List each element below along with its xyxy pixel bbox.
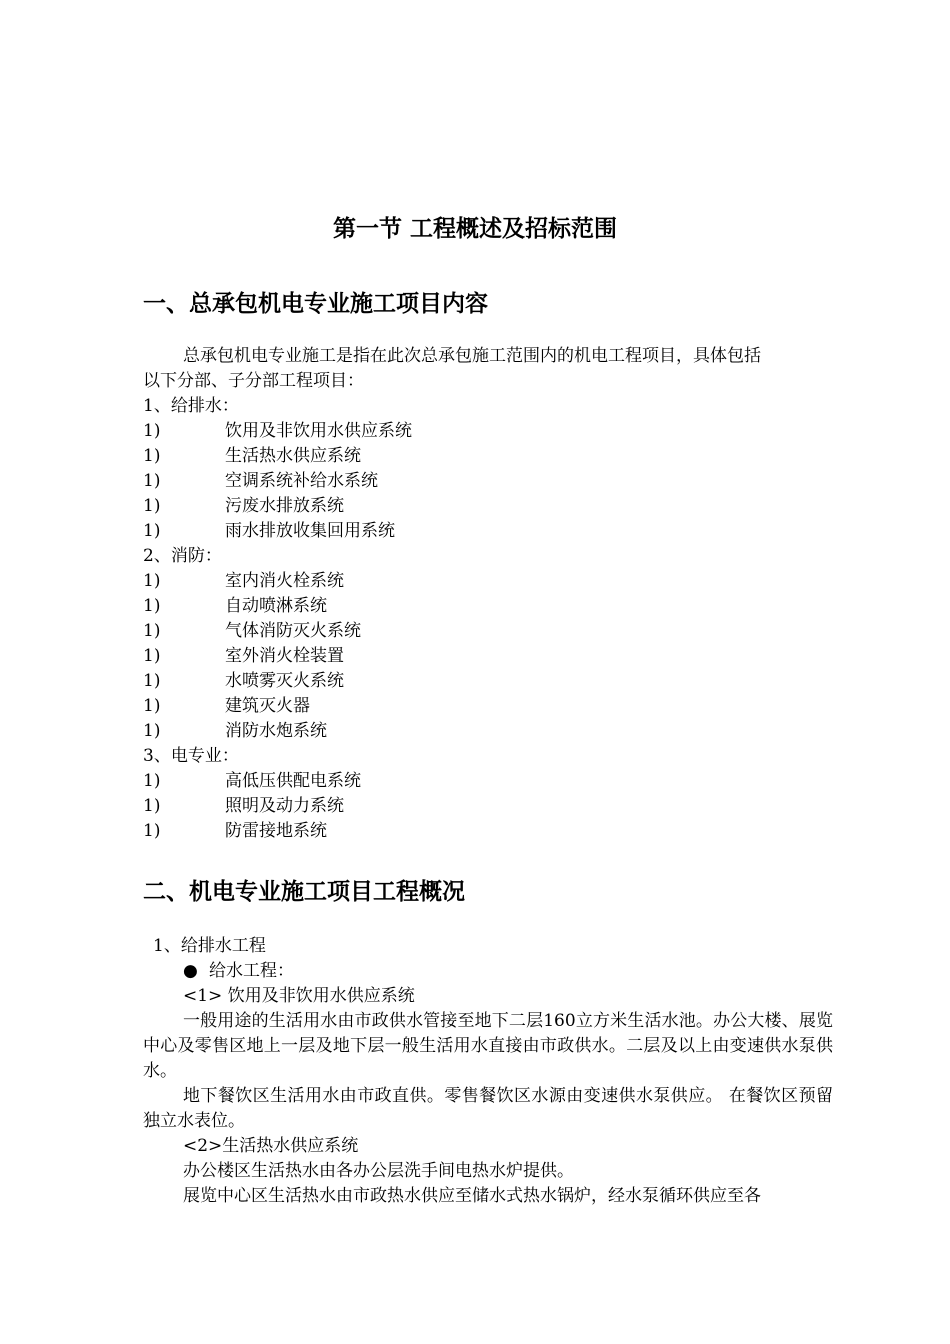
paragraph: 地下餐饮区生活用水由市政直供。零售餐饮区水源由变速供水泵供应。 在餐饮区预留独立水表位。: [143, 1086, 833, 1131]
list-item: [143, 721, 327, 741]
item-number: 1): [143, 446, 161, 466]
bullet-text: 给水工程：: [209, 961, 294, 981]
item-text: 空调系统补给水系统: [225, 471, 378, 491]
item-number: 1): [143, 596, 161, 616]
item-number: 1): [143, 796, 161, 816]
list-item: [143, 771, 361, 791]
list-item: [143, 621, 361, 641]
list-item: [143, 496, 344, 516]
item-text: 室内消火栓系统: [225, 571, 344, 591]
list-item: [143, 796, 344, 816]
intro-line-1: 总承包机电专业施工是指在此次总承包施工范围内的机电工程项目，具体包括: [183, 346, 761, 366]
list-item: [143, 671, 344, 691]
item-number: 1): [143, 771, 161, 791]
paragraph: 展览中心区生活热水由市政热水供应至储水式热水锅炉，经水泵循环供应至各: [183, 1186, 761, 1206]
list-item: [143, 471, 378, 491]
item-number: 1): [143, 821, 161, 841]
item-text: 污废水排放系统: [225, 496, 344, 516]
list-item: [143, 421, 412, 441]
item-text: 消防水炮系统: [225, 721, 327, 741]
list-item: [143, 521, 395, 541]
section1-heading: 一、总承包机电专业施工项目内容: [143, 291, 488, 317]
group-label: 1、给排水：: [143, 396, 239, 416]
subsection-title: 1、给排水工程: [153, 936, 266, 956]
item-text: 高低压供配电系统: [225, 771, 361, 791]
list-item: [143, 571, 344, 591]
item-text: 照明及动力系统: [225, 796, 344, 816]
item-number: 1): [143, 621, 161, 641]
item-number: 1): [143, 571, 161, 591]
list-item: [143, 446, 361, 466]
item-number: 1): [143, 496, 161, 516]
item-text: 生活热水供应系统: [225, 446, 361, 466]
item-title: <1> 饮用及非饮用水供应系统: [183, 986, 415, 1006]
item-number: 1): [143, 721, 161, 741]
item-text: 自动喷淋系统: [225, 596, 327, 616]
bullet-item: [183, 961, 294, 981]
item-text: 防雷接地系统: [225, 821, 327, 841]
list-item: [143, 696, 310, 716]
paragraph: 一般用途的生活用水由市政供水管接至地下二层160立方米生活水池。办公大楼、展览中心及零售区地上一层及地下层一般生活用水直接由市政供水。二层及以上由变速供水泵供水。: [143, 1011, 833, 1081]
item-number: 1): [143, 671, 161, 691]
item-number: 1): [143, 471, 161, 491]
page-title: 第一节 工程概述及招标范围: [332, 216, 617, 242]
item-title: <2>生活热水供应系统: [183, 1136, 359, 1156]
item-text: 建筑灭火器: [225, 696, 310, 716]
list-item: [143, 596, 327, 616]
section2-heading: 二、机电专业施工项目工程概况: [143, 879, 465, 905]
item-text: 饮用及非饮用水供应系统: [225, 421, 412, 441]
bullet-icon: ●: [183, 961, 198, 981]
group-label: 2、消防：: [143, 546, 222, 566]
item-text: 雨水排放收集回用系统: [225, 521, 395, 541]
item-number: 1): [143, 696, 161, 716]
paragraph: 办公楼区生活热水由各办公层洗手间电热水炉提供。: [183, 1161, 574, 1181]
item-number: 1): [143, 421, 161, 441]
intro-line-2: 以下分部、子分部工程项目：: [143, 371, 364, 391]
item-number: 1): [143, 521, 161, 541]
item-text: 气体消防灭火系统: [225, 621, 361, 641]
item-text: 室外消火栓装置: [225, 646, 344, 666]
item-text: 水喷雾灭火系统: [225, 671, 344, 691]
item-number: 1): [143, 646, 161, 666]
list-item: [143, 821, 327, 841]
list-item: [143, 646, 344, 666]
group-label: 3、电专业：: [143, 746, 239, 766]
